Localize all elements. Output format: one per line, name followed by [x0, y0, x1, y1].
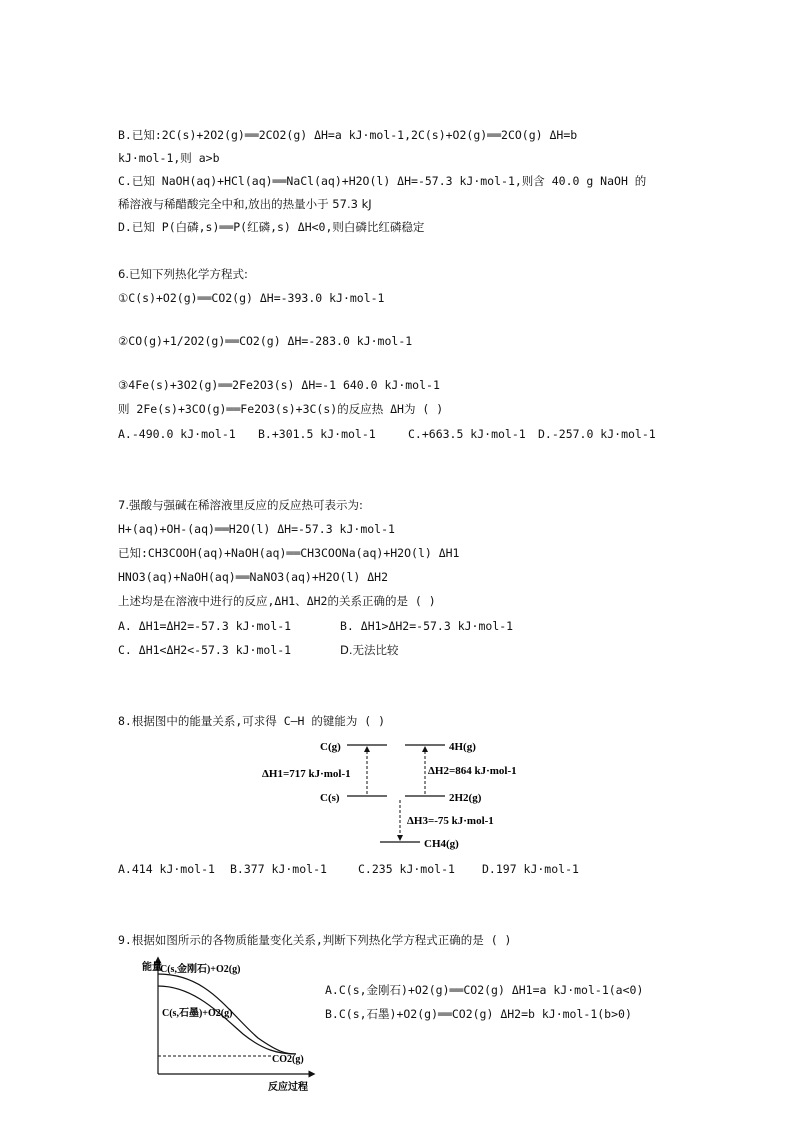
q7-option-b[interactable]: B. ΔH1>ΔH2=-57.3 kJ·mol-1: [340, 619, 514, 633]
q9-option-b[interactable]: B.C(s,石墨)+O2(g)══CO2(g) ΔH2=b kJ·mol-1(b>0): [325, 1007, 632, 1021]
q7-option-d[interactable]: D.无法比较: [340, 643, 399, 657]
q6-option-d[interactable]: D.-257.0 kJ·mol-1: [538, 427, 656, 441]
q6-option-b[interactable]: B.+301.5 kJ·mol-1: [258, 427, 376, 441]
q8-label-dh1: ΔH1=717 kJ·mol-1: [262, 768, 351, 780]
q8-label-c-gas: C(g): [320, 741, 341, 753]
q9-option-a[interactable]: A.C(s,金刚石)+O2(g)══CO2(g) ΔH1=a kJ·mol-1(a<0): [325, 983, 644, 997]
q5-option-b-line2: kJ·mol-1,则 a>b: [118, 151, 220, 165]
q6-stem: 6.已知下列热化学方程式:: [118, 267, 248, 281]
q6-equation-1: ①C(s)+O2(g)══CO2(g) ΔH=-393.0 kJ·mol-1: [118, 291, 385, 305]
q7-stem: 7.强酸与强碱在稀溶液里反应的反应热可表示为:: [118, 498, 363, 512]
q9-energy-graph: [138, 952, 318, 1094]
q7-equation-nitric: HNO3(aq)+NaOH(aq)══NaNO3(aq)+H2O(l) ΔH2: [118, 570, 389, 584]
q9-xlabel: 反应过程: [268, 1082, 308, 1093]
q8-stem: 8.根据图中的能量关系,可求得 C—H 的键能为 ( ): [118, 714, 386, 728]
q7-option-a[interactable]: A. ΔH1=ΔH2=-57.3 kJ·mol-1: [118, 619, 292, 633]
q5-option-b-line1: B.已知:2C(s)+2O2(g)══2CO2(g) ΔH=a kJ·mol-1,2C(s)+O2(g)══2CO(g) ΔH=b: [118, 128, 578, 142]
q9-label-diamond: C(s,金刚石)+O2(g): [160, 964, 241, 975]
q8-option-d[interactable]: D.197 kJ·mol-1: [482, 862, 579, 876]
q9-stem: 9.根据如图所示的各物质能量变化关系,判断下列热化学方程式正确的是 ( ): [118, 933, 512, 947]
q6-option-c[interactable]: C.+663.5 kJ·mol-1: [408, 427, 526, 441]
q6-option-a[interactable]: A.-490.0 kJ·mol-1: [118, 427, 236, 441]
q8-energy-diagram: [250, 736, 550, 856]
q7-equation-acetic: 已知:CH3COOH(aq)+NaOH(aq)══CH3COONa(aq)+H2O(l) ΔH1: [118, 546, 460, 560]
q8-label-dh3: ΔH3=-75 kJ·mol-1: [407, 815, 494, 827]
q9-label-graphite: C(s,石墨)+O2(g): [162, 1008, 233, 1019]
q8-label-c-solid: C(s): [320, 792, 340, 804]
q6-equation-3: ③4Fe(s)+3O2(g)══2Fe2O3(s) ΔH=-1 640.0 kJ·mol-1: [118, 378, 440, 392]
q8-option-b[interactable]: B.377 kJ·mol-1: [230, 862, 327, 876]
q8-label-dh2: ΔH2=864 kJ·mol-1: [428, 765, 517, 777]
q6-equation-2: ②CO(g)+1/2O2(g)══CO2(g) ΔH=-283.0 kJ·mol-1: [118, 334, 413, 348]
q7-option-c[interactable]: C. ΔH1<ΔH2<-57.3 kJ·mol-1: [118, 643, 292, 657]
q6-question: 则 2Fe(s)+3CO(g)══Fe2O3(s)+3C(s)的反应热 ΔH为 ( ): [118, 402, 444, 416]
q8-option-a[interactable]: A.414 kJ·mol-1: [118, 862, 215, 876]
q7-question: 上述均是在溶液中进行的反应,ΔH1、ΔH2的关系正确的是 ( ): [118, 594, 436, 608]
q5-option-c-line2: 稀溶液与稀醋酸完全中和,放出的热量小于 57.3 kJ: [118, 197, 372, 211]
q8-label-ch4: CH4(g): [424, 838, 459, 850]
q5-option-d: D.已知 P(白磷,s)══P(红磷,s) ΔH<0,则白磷比红磷稳定: [118, 220, 425, 234]
q9-label-co2: CO2(g): [272, 1054, 304, 1065]
q9-ylabel: 能量: [142, 962, 162, 973]
q8-label-2h2: 2H2(g): [449, 792, 482, 804]
q8-label-4h: 4H(g): [449, 741, 476, 753]
q7-ionic-equation: H+(aq)+OH-(aq)══H2O(l) ΔH=-57.3 kJ·mol-1: [118, 522, 395, 536]
q5-option-c-line1: C.已知 NaOH(aq)+HCl(aq)══NaCl(aq)+H2O(l) ΔH=-57.3 kJ·mol-1,则含 40.0 g NaOH 的: [118, 174, 647, 188]
q8-option-c[interactable]: C.235 kJ·mol-1: [358, 862, 455, 876]
